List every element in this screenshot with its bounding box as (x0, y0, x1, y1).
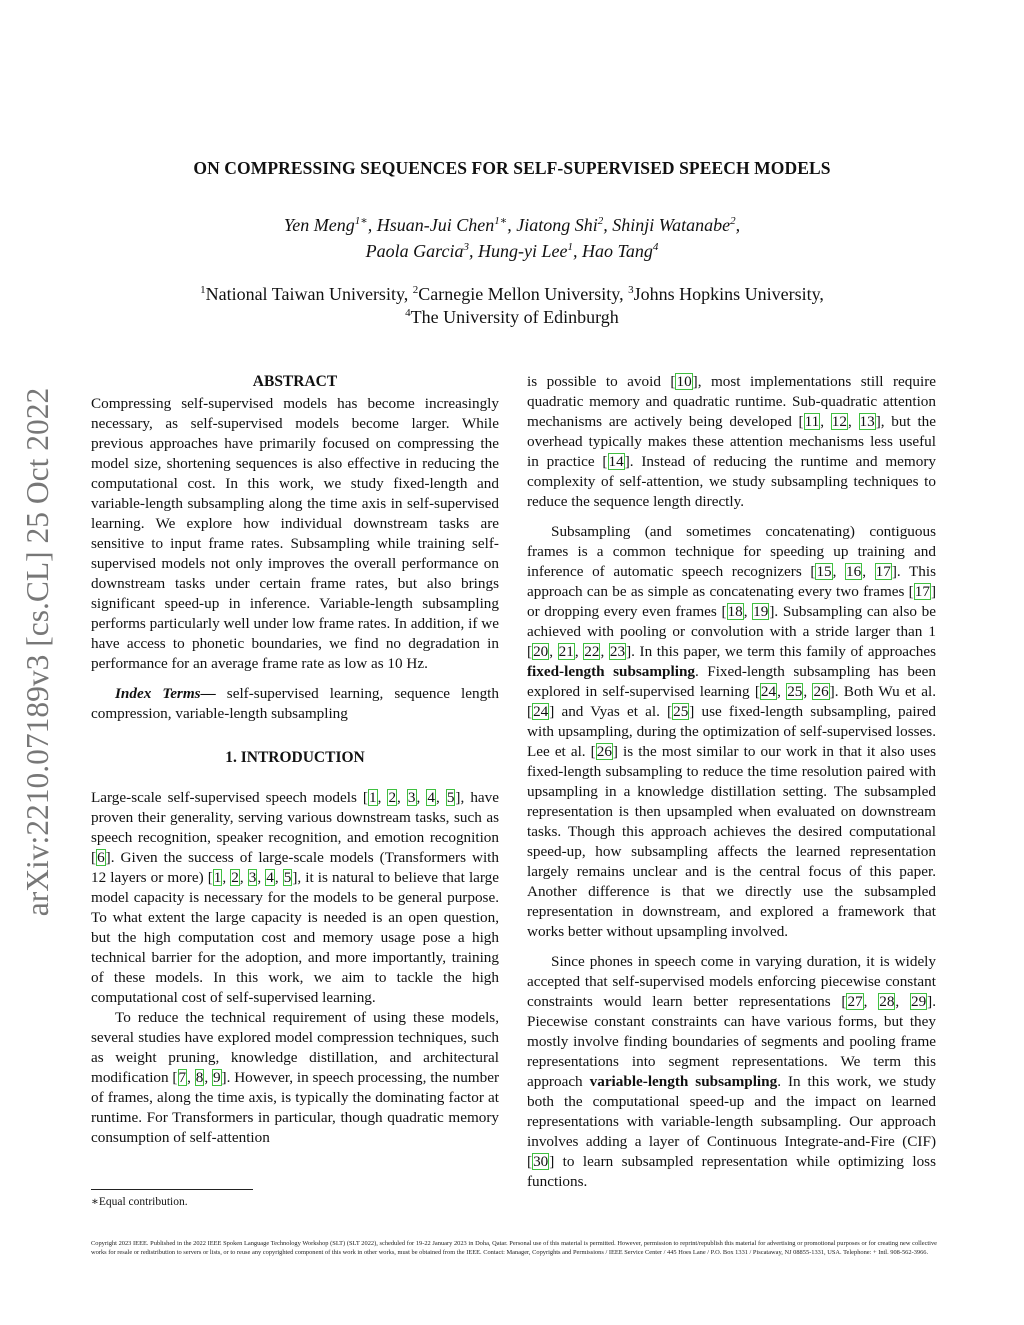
citation-link[interactable]: 8 (195, 1069, 204, 1086)
author: Hao Tang$^4$ (581, 241, 659, 261)
citation-link[interactable]: 13 (859, 413, 875, 430)
citation-link[interactable]: 17 (875, 563, 891, 580)
citation-link[interactable]: 25 (673, 703, 689, 720)
abstract-text: Compressing self-supervised models has become increasingly necessary, as self-supervised models become larger. While previous approaches have primarily focused on compressing the model size, shortening sequences is also effective in reducing the computational cost. In this work, we study fixed-length and variable-length subsampling along the time axis in self-supervised learning. We explore how individual downstream tasks are sensitive to input frame rates. Subsampling while training self-supervised models not only improves the overall performance on downstream tasks under certain frame rates, but also brings significant speed-up in inference. Variable-length subsampling performs particularly well under low frame rates. In addition, if we have access to phonetic boundaries, we find no degradation in performance for an average frame rate as low as 10 Hz. (91, 395, 499, 672)
right-paragraph-1: is possible to avoid [10], most implementations still require quadratic memory and quadratic runtime. Sub-quadratic attention mechanisms are actively being developed [11, 12, 13], but the overhead typically makes these attention mechanisms less useful in practice [14]. Instead of reducing the runtime and memory complexity of self-attention, we study subsampling techniques to reduce the sequence length directly. (527, 373, 937, 510)
affiliations-line-2: $^4$The University of Edinburgh (405, 307, 619, 327)
citation-link[interactable]: 19 (753, 603, 769, 620)
right-paragraph-2: Subsampling (and sometimes concatenating) contiguous frames is a common technique for speeding up training and inference of automatic speech recognizers [15, 16, 17]. This approach can be as simple as concatenating every two frames [17] or dropping every even frames [18, 19]. Subsampling can also be achieved with pooling or convolution with a stride larger than 1 [20, 21, 22, 23]. In this paper, we term this family of approaches fixed-length subsampling. Fixed-length subsampling has been explored in self-supervised learning [24, 25, 26]. Both Wu et al. [24] and Vyas et al. [25] use fixed-length subsampling, paired with upsampling, during the optimization of self-supervised losses. Lee et al. [26] is the most similar to our work in that it also uses fixed-length subsampling to reduce the time resolution paired with upsampling in a knowledge distillation setting. The subsampled representation is then upsampled when evaluated on downstream tasks. Though this approach achieves the desired computational speed-up, how subsampling affects the learned representation largely remains unclear and is the central focus of this paper. Another difference is that we directly use the subsampled representation in downstream, and explored a framework that works better without upsampling involved. (527, 523, 937, 940)
citation-link[interactable]: 9 (212, 1069, 221, 1086)
citation-link[interactable]: 4 (427, 789, 435, 806)
right-paragraph-3: Since phones in speech come in varying duration, it is widely accepted that self-supervised models enforcing piecewise constant constraints would learn better representations [27, 28, 29]. Piecewise constant constraints can have various forms, but they mostly involve finding boundaries of segments and pooling frame representations into segment representations. We term this approach variable-length subsampling. In this work, we study both the computational speed-up and the impact on learned representations with variable-length subsampling. Our approach involves adding a layer of Continuous Integrate-and-Fire (CIF) [30] to learn subsampled representation while optimizing loss functions. (527, 953, 937, 1190)
citation-link[interactable]: 29 (910, 993, 927, 1010)
right-column (527, 372, 936, 1192)
citation-link[interactable]: 3 (407, 789, 416, 806)
citation-link[interactable]: 14 (608, 453, 624, 470)
citation-link[interactable]: 21 (558, 643, 574, 660)
citation-link[interactable]: 15 (816, 563, 832, 580)
copyright-notice: Copyright 2023 IEEE. Published in the 2022 IEEE Spoken Language Technology Workshop (SLT) (SLT 2022), scheduled for 19-22 January 2023 in Doha, Qatar. Personal use of this material is permitted. However, permission to reprint/republish this material for advertising or promotional purposes or for creating new collective works for resale or redistribution to servers or lists, or to reuse any copyrighted component of this work in other works, must be obtained from the IEEE. Contact: Manager, Copyrights and Permissions / IEEE Service Center / 445 Hoes Lane / P.O. Box 1331 / Piscataway, NJ 08855-1331, USA. Telephone: + Intl. 908-562-3966. (91, 1240, 937, 1256)
introduction-heading: 1. INTRODUCTION (225, 749, 365, 766)
left-column (91, 372, 499, 1148)
arxiv-stamp: arXiv:2210.07189v3 [cs.CL] 25 Oct 2022 (20, 387, 55, 917)
citation-link[interactable]: 2 (388, 789, 397, 806)
paper-title: ON COMPRESSING SEQUENCES FOR SELF-SUPERVISED SPEECH MODELS (193, 158, 831, 178)
author: Jiatong Shi$^2$ (516, 215, 604, 235)
citation-link[interactable]: 18 (727, 603, 743, 620)
citation-link[interactable]: 25 (787, 683, 803, 700)
footnote: ∗Equal contribution. (91, 1196, 188, 1208)
citation-link[interactable]: 24 (760, 683, 777, 700)
citation-link[interactable]: 23 (609, 643, 626, 660)
affiliations-line-1: $^1$National Taiwan University, $^2$Carnegie Mellon University, $^3$Johns Hopkins University, (200, 284, 824, 304)
citation-link[interactable]: 10 (676, 373, 692, 390)
citation-link[interactable]: 5 (446, 789, 455, 806)
citation-link[interactable]: 7 (178, 1069, 187, 1086)
citation-link[interactable]: 5 (283, 869, 292, 886)
citation-link[interactable]: 1 (369, 789, 377, 806)
citation-link[interactable]: 4 (266, 869, 274, 886)
bold-term: fixed-length subsampling (527, 663, 695, 680)
citation-link[interactable]: 26 (596, 743, 612, 760)
footnote-rule (91, 1189, 253, 1190)
author-line-1: Yen Meng$^{1∗}$, Hsuan-Jui Chen$^{1∗}$, Jiatong Shi$^2$, Shinji Watanabe$^2$, (283, 215, 741, 235)
citation-link[interactable]: 12 (831, 413, 847, 430)
author: Shinji Watanabe$^2$ (612, 215, 736, 235)
bold-term: variable-length subsampling (589, 1073, 778, 1090)
citation-link[interactable]: 20 (533, 643, 549, 660)
citation-link[interactable]: 26 (813, 683, 829, 700)
citation-link[interactable]: 11 (804, 413, 820, 430)
citation-link[interactable]: 3 (248, 869, 257, 886)
citation-link[interactable]: 22 (584, 643, 600, 660)
author: Hsuan-Jui Chen$^{1∗}$ (376, 215, 508, 235)
index-terms: Index Terms— self-supervised learning, sequence length compression, variable-length subsampling (91, 685, 499, 722)
citation-link[interactable]: 6 (97, 849, 105, 866)
citation-link[interactable]: 24 (533, 703, 549, 720)
intro-paragraph-2: To reduce the technical requirement of using these models, several studies have explored model compression techniques, such as weight pruning, knowledge distillation, and architectural modification [7, 8, 9]. However, in speech processing, the number of frames, along the time axis, is typically the dominating factor at runtime. For Transformers in particular, though quadratic memory consumption of self-attention (91, 1009, 500, 1146)
citation-link[interactable]: 17 (914, 583, 930, 600)
author: Paola Garcia$^3$ (365, 241, 469, 261)
citation-link[interactable]: 30 (533, 1153, 549, 1170)
abstract-heading: ABSTRACT (252, 373, 338, 390)
author: Yen Meng$^{1∗}$ (283, 215, 368, 235)
author-line-2: Paola Garcia$^3$, Hung-yi Lee$^1$, Hao Tang$^4$ (365, 241, 659, 261)
citation-link[interactable]: 27 (847, 993, 863, 1010)
intro-paragraph-1: Large-scale self-supervised speech models [1, 2, 3, 4, 5], have proven their generality, serving various downstream tasks, such as speech recognition, speaker recognition, and emotion recognition [6]. Given the success of large-scale models (Transformers with 12 layers or more) [1, 2, 3, 4, 5], it is natural to believe that large model capacity is necessary for the models to be general purpose. To what extent the large capacity is needed is an open question, but the high computation cost and memory usage pose a high technical barrier for the adoption, and more importantly, training of these models. In this work, we aim to tackle the high computational cost of self-supervised learning. (91, 789, 500, 1006)
author: Hung-yi Lee$^1$ (477, 241, 573, 261)
citation-link[interactable]: 2 (231, 869, 239, 886)
citation-link[interactable]: 1 (213, 869, 222, 886)
citation-link[interactable]: 28 (879, 993, 895, 1010)
citation-link[interactable]: 16 (846, 563, 862, 580)
